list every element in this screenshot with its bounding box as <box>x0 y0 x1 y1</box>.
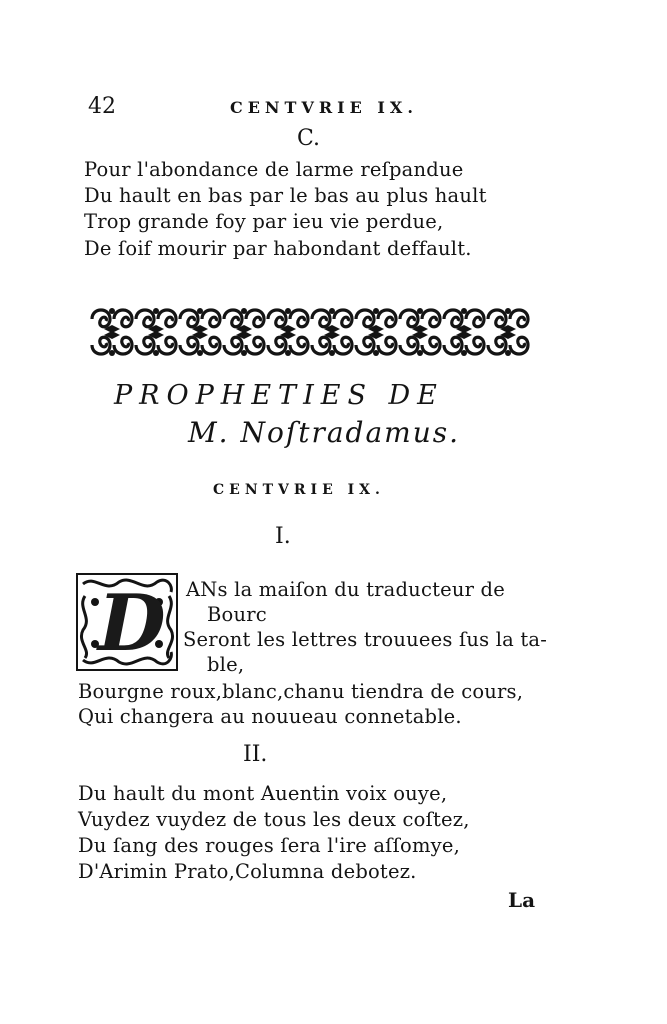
verse-line: D'Arimin Prato,Columna debotez. <box>78 860 417 883</box>
verse-line: Bourc <box>207 603 267 626</box>
verse-line: Trop grande foy par ieu vie perdue, <box>84 210 444 233</box>
verse-line: ble, <box>207 653 245 676</box>
dropcap-letter: D <box>98 578 166 669</box>
title: PROPHETIES DE <box>114 380 444 411</box>
verse-line: Pour l'abondance de larme reſpandue <box>84 158 464 181</box>
quatrain-number: I. <box>275 524 291 549</box>
verse-line: De ſoif mourir par habondant deffault. <box>84 237 472 260</box>
quatrain-number: C. <box>297 126 321 151</box>
running-head: CENTVRIE IX. <box>230 98 418 117</box>
catchword: La <box>508 888 536 912</box>
verse-line: ANs la maiſon du traducteur de <box>186 578 505 601</box>
verse-line: Du hault en bas par le bas au plus hault <box>84 184 487 207</box>
verse-line: Du ſang des rouges ſera l'ire aſſomye, <box>78 834 460 857</box>
verse-line: Seront les lettres trouuees ſus la ta- <box>183 628 548 651</box>
verse-line: Bourgne roux,blanc,chanu tiendra de cours, <box>78 680 524 703</box>
fleuron-band-icon <box>90 303 530 363</box>
verse-line: Vuydez vuydez de tous les deux coſtez, <box>78 808 470 831</box>
section-heading: CENTVRIE IX. <box>213 482 385 498</box>
quatrain-number: II. <box>243 742 268 767</box>
verse-line: Qui changera au nouueau connetable. <box>78 705 462 728</box>
verse-line: Du hault du mont Auentin voix ouye, <box>78 782 448 805</box>
page-number: 42 <box>88 94 116 119</box>
subtitle: M. Noſtradamus. <box>188 416 460 449</box>
